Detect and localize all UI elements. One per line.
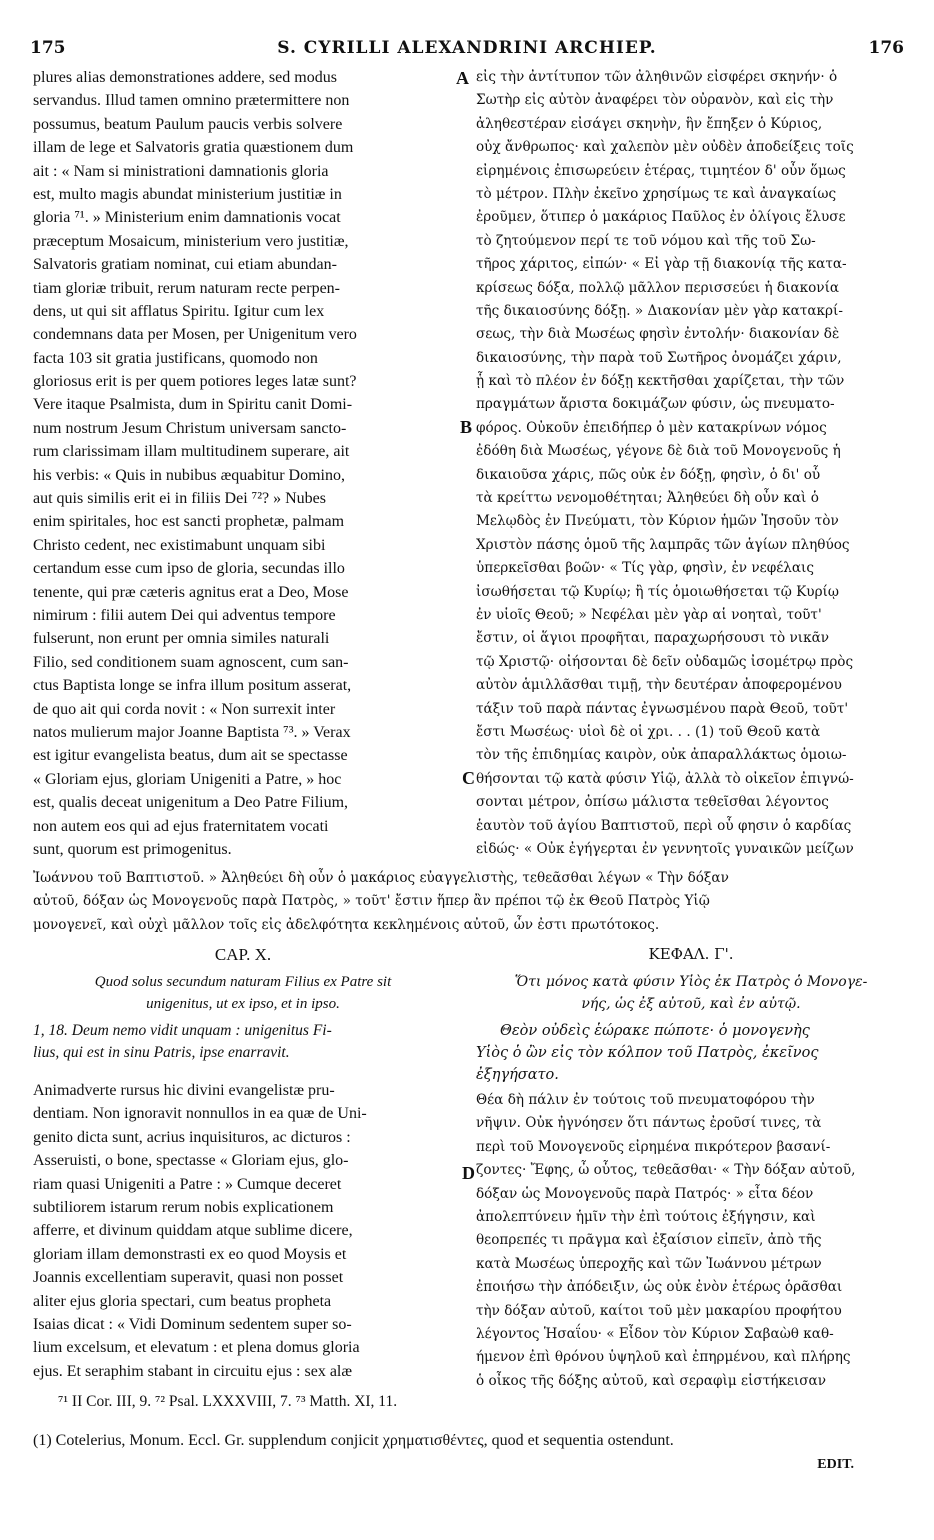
greek-full-line: αὐτοῦ, δόξαν ὡς Μονογενοῦς παρὰ Πατρὸς, » τοῦτ' ἔστιν ἥπερ ἂν πρέποι τῷ ἐκ Θεοῦ Πατρὸς Υἱῷ xyxy=(33,893,710,910)
latin-line: aut quis similis erit ei in filiis Dei ⁷²? » Nubes xyxy=(33,490,327,508)
latin-line: est igitur evangelista beatus, dum ait se spectasse xyxy=(33,747,348,765)
greek-line: τῆς δικαιοσύνης δόξῃ. » Διακονίαν μὲν γὰρ κατακρί- xyxy=(476,302,843,319)
greek-full-line: μονογενεῖ, καὶ οὐχὶ μᾶλλον τοῖς εἰς ἀδελφότητα κεκλημένοις αὐτοῦ, ὧν ἐστι πρωτότοκος. xyxy=(33,916,660,933)
greek-line: οὐχ ἄνθρωπος· καὶ χαλεπὸν μὲν οὐδὲν ἀποδείξεις τοῖς xyxy=(476,139,854,156)
greek-line: περὶ τοῦ Μονογενοῦς εἰρημένα πικρότερον βασανί- xyxy=(476,1138,831,1155)
greek-line: ᾗ καὶ τὸ πλέον ἐν δόξῃ κεκτῆσθαι χαρίζεται, τὴν τῶν xyxy=(476,373,845,390)
latin-line: dens, ut qui sit afflatus Spiritu. Igitur cum lex xyxy=(33,302,325,320)
latin-line: tiam gloriæ tribuit, rerum naturam recte perpen- xyxy=(33,279,340,297)
greek-line: λέγοντος Ἡσαΐου· « Εἶδον τὸν Κύριον Σαβαὼθ καθ- xyxy=(476,1325,834,1342)
latin-line: de quo ait qui corda novit : « Non surrexit inter xyxy=(33,700,336,718)
latin-line: lium excelsum, et elevatum : et plena domus gloria xyxy=(33,1339,360,1357)
latin-line: plures alias demonstrationes addere, sed modus xyxy=(33,69,337,86)
latin-line: Vere itaque Psalmista, dum in Spiritu canit Domi- xyxy=(33,396,353,414)
latin-column-bottom xyxy=(33,1079,453,1383)
latin-line: tenente, qui præ cæteris agnitus erat a Deo, Mose xyxy=(33,583,349,601)
greek-line: ἐποιήσω τὴν ἀπόδειξιν, ὡς οὐκ ἐνὸν ἑτέρως ὁρᾶσθαι xyxy=(476,1279,843,1296)
greek-line: τῷ Χριστῷ· οἰήσονται δὲ δεῖν οὐδαμῶς ἰσομέτρῳ πρὸς xyxy=(476,653,854,670)
greek-line: ὑπερκεῖσθαι βοῶν· « Τίς γὰρ, φησὶν, ἐν νεφέλαις xyxy=(476,560,814,577)
latin-line: genito dicta sunt, acrius inquisituros, ac dicturos : xyxy=(33,1128,351,1146)
greek-line: σεως, τὴν διὰ Μωσέως φησὶν ἐντολήν· διακονίαν δὲ xyxy=(476,326,840,343)
latin-line: Isaias dicat : « Vidi Dominum sedentem super so- xyxy=(33,1315,352,1333)
greek-line: δικαιοσύνης, τὴν παρὰ τοῦ Σωτῆρος ὀνομάζει χάριν, xyxy=(476,349,842,366)
latin-line: est, multo magis abundat ministerium justitiæ in xyxy=(33,185,342,203)
latin-line: servandus. Illud tamen omnino prætermittere non xyxy=(33,92,350,110)
greek-line: τὴν δόξαν αὐτοῦ, καίτοι τοῦ μὲν μακαρίου προφήτου xyxy=(476,1302,842,1319)
margin-marker-d: D xyxy=(462,1163,475,1183)
latin-line: sunt, quorum est primogenitus. xyxy=(33,840,232,858)
greek-line: ἐδόθη διὰ Μωσέως, γέγονε δὲ διὰ τοῦ Μονογενοῦς ἡ xyxy=(476,443,841,460)
greek-line: Θέα δὴ πάλιν ἐν τούτοις τοῦ πνευματοφόρου τὴν xyxy=(476,1092,815,1108)
latin-line: non autem eos qui ad ejus fraternitatem vocati xyxy=(33,817,329,835)
latin-line: aliter ejus gloria spectari, cum beatus propheta xyxy=(33,1292,332,1310)
greek-line: τάξιν τοῦ παρὰ πάντας ἐγνωσμένου παρὰ Θεοῦ, τοῦτ' xyxy=(476,700,849,717)
latin-line: subtiliorem istarum rerum nobis explicationem xyxy=(33,1198,334,1216)
latin-column-top xyxy=(33,66,453,861)
greek-line: δόξαν ὡς Μονογενοῦς παρὰ Πατρός· » εἶτα δέον xyxy=(476,1185,814,1202)
margin-marker-a: A xyxy=(456,68,469,88)
greek-line: ἀπολεπτύνειν ἡμῖν τὴν ἐπὶ τούτοις ἐξήγησιν, καὶ xyxy=(476,1208,816,1225)
latin-line: dentiam. Non ignoravit nonnullos in ea quæ de Uni- xyxy=(33,1105,367,1123)
margin-marker-c: C xyxy=(462,768,475,788)
greek-line: τῆρος χάριτος, εἰπών· « Εἰ γὰρ τῇ διακονίᾳ τῆς κατα- xyxy=(476,256,847,273)
latin-chapter-heading: CAP. X. xyxy=(214,945,272,964)
latin-line: Asseruisti, o bone, spectasse « Gloriam ejus, glo- xyxy=(33,1152,349,1170)
greek-line: ἐν υἱοῖς Θεοῦ; » Νεφέλαι μὲν γὰρ αἱ νοηταὶ, τοῦτ' xyxy=(476,606,822,623)
latin-line: condemnans data per Mosen, per Unigenitum vero xyxy=(33,326,357,344)
left-page-number: 175 xyxy=(30,38,66,58)
greek-column-bottom xyxy=(476,1089,906,1393)
latin-line: « Gloriam ejus, gloriam Unigeniti a Patre, » hoc xyxy=(33,770,342,788)
latin-line: afferre, et divinum quiddam atque sublime dicere, xyxy=(33,1222,353,1240)
latin-line: præceptum Mosaicum, ministerium vero justitiæ, xyxy=(33,232,349,250)
latin-line: enim spiritales, hoc est sancti prophetæ, palmam xyxy=(33,513,345,531)
latin-verse: 1, 18. Deum nemo vidit unquam : unigenitus Fi- lius, qui est in sinu Patris, ipse enarravit. xyxy=(33,1022,332,1061)
latin-line: his verbis: « Quis in nubibus æquabitur Domino, xyxy=(33,466,345,484)
latin-line: Filio, sed conditionem suam agnoscent, cum san- xyxy=(33,653,349,671)
greek-column-top xyxy=(476,66,906,861)
latin-line: num nostrum Jesum Christum universam sancto- xyxy=(33,419,347,437)
editor-note: (1) Cotelerius, Monum. Eccl. Gr. supplendum conjicit χρηματισθέντες, quod et sequentia ostendunt. xyxy=(33,1432,674,1449)
greek-line: κρίσεως δόξα, πολλῷ μᾶλλον περισσεύει ἡ διακονία xyxy=(476,279,840,296)
latin-line: Joannis excellentiam superavit, quasi non posset xyxy=(33,1269,344,1287)
greek-chapter-title: Ὅτι μόνος κατὰ φύσιν Υἱὸς ἐκ Πατρὸς ὁ Μονογε- νής, ὡς ἐξ αὐτοῦ, καὶ ἐν αὐτῷ. xyxy=(514,974,868,1012)
greek-line: ἔστιν, οἱ ἅγιοι προφῆται, παραχωρήσουσι τὸ νικᾶν xyxy=(476,630,830,647)
latin-line: gloria ⁷¹. » Ministerium enim damnationis vocat xyxy=(33,209,341,227)
greek-line: κατὰ Μωσέως ὑπεροχῆς καὶ τῶν Ἰωάννου μέτρων xyxy=(476,1255,822,1272)
greek-line: ήμενον ἐπὶ θρόνου ὑψηλοῦ καὶ ἐπηρμένου, καὶ πλήρης xyxy=(476,1349,851,1366)
greek-line: τὸ ζητούμενον περί τε τοῦ νόμου καὶ τῆς τοῦ Σω- xyxy=(476,232,816,249)
greek-line: ἀληθεστέραν εἰσάγει σκηνὴν, ἣν ἔπηξεν ὁ Κύριος, xyxy=(476,115,823,132)
greek-line: εἰδώς· « Οὐκ ἐγήγερται ἐν γεννητοῖς γυναικῶν μείζων xyxy=(476,840,854,857)
latin-line: certandum esse cum ipso de gloria, secundas illo xyxy=(33,560,345,578)
greek-line: δικαιοῦσα χάρις, πῶς οὐκ ἐν δόξῃ, φησὶν, ὁ δι' οὗ xyxy=(476,466,821,483)
greek-line: τὸν τῆς ἐπιδημίας καιρὸν, οὐκ ἀπαραλλάκτως ὁμοιω- xyxy=(476,747,847,764)
latin-line: ait : « Nam si ministrationi damnationis gloria xyxy=(33,162,329,180)
latin-line: facta 103 sit gratia justificans, quomodo non xyxy=(33,349,318,367)
greek-line: αὐτὸν ἁμιλλᾶσθαι τιμῇ, τὴν δευτέραν ἀποφερομένου xyxy=(476,677,842,694)
latin-line: rum clarissimam illam multitudinem superare, ait xyxy=(33,443,350,461)
greek-verse: Θεὸν οὐδεὶς ἑώρακε πώποτε· ὁ μονογενὴς Υἱὸς ὁ ὢν εἰς τὸν κόλπον τοῦ Πατρὸς, ἐκεῖνος ἐξηγήσατο. xyxy=(476,1023,819,1083)
greek-line: ἐροῦμεν, ὅτιπερ ὁ μακάριος Παῦλος ἐν ὀλίγοις ἔλυσε xyxy=(476,209,846,226)
greek-full-line: Ἰωάννου τοῦ Βαπτιστοῦ. » Ἀληθεύει δὴ οὖν ὁ μακάριος εὐαγγελιστὴς, τεθεᾶσθαι λέγων « Τὴν δόξαν xyxy=(33,870,729,886)
greek-line: ζοντες· Ἔφης, ὦ οὗτος, τεθεᾶσθαι· « Τὴν δόξαν αὐτοῦ, xyxy=(476,1162,856,1179)
latin-line: Animadverte rursus hic divini evangelistæ pru- xyxy=(33,1082,335,1099)
latin-line: illam de lege et Salvatoris gratia quæstionem dum xyxy=(33,139,354,157)
latin-line: Christo cedent, nec existimabunt unquam sibi xyxy=(33,536,326,554)
greek-line: ἰσωθήσεται τῷ Κυρίῳ; ἢ τίς ὁμοιωθήσεται τῷ Κυρίῳ xyxy=(476,583,839,600)
page-header xyxy=(30,38,904,64)
greek-line: πραγμάτων ἄριστα δοκιμάζων φύσιν, ὡς πνευματο- xyxy=(476,396,835,413)
greek-line: Σωτὴρ εἰς αὐτὸν ἀναφέρει τὸν οὐρανὸν, καὶ εἰς τὴν xyxy=(476,92,834,109)
margin-marker-b: B xyxy=(460,417,473,437)
greek-line: ἑαυτὸν τοῦ ἁγίου Βαπτιστοῦ, περὶ οὗ φησιν ὁ καρδίας xyxy=(476,817,852,834)
greek-line: φόρος. Οὐκοῦν ἐπειδήπερ ὁ μὲν κατακρίνων νόμος xyxy=(476,419,827,436)
greek-line: Μελῳδὸς ἐν Πνεύματι, τὸν Κύριον ἡμῶν Ἰησοῦν τὸν xyxy=(476,513,839,530)
greek-line: ἔστι Μωσέως· υἱοὶ δὲ οἱ χρι. . . (1) τοῦ Θεοῦ κατὰ xyxy=(476,723,821,740)
latin-chapter-title: Quod solus secundum naturam Filius ex Patre sit unigenitus, ut ex ipso, et in ipso. xyxy=(94,974,392,1012)
latin-line: est, qualis deceat unigenitum a Deo Patre Filium, xyxy=(33,794,349,812)
greek-line: νῆψιν. Οὐκ ἠγνόησεν ὅτι πάντως ἐροῦσί τινες, τὰ xyxy=(476,1115,822,1132)
latin-line: possumus, beatum Paulum paucis verbis solvere xyxy=(33,115,343,133)
latin-line: ctus Baptista longe se infra illum positum asserat, xyxy=(33,677,352,695)
latin-line: gloriam illam demonstrasti ex eo quod Moysis et xyxy=(33,1245,347,1263)
greek-full-width-lines xyxy=(33,867,907,937)
footnote-references: ⁷¹ II Cor. III, 9. ⁷² Psal. LXXXVIII, 7. ⁷³ Matth. XI, 11. xyxy=(58,1393,398,1410)
latin-line: gloriosus erit is per quem potiores leges latæ sunt? xyxy=(33,373,357,391)
editor-signature: EDIT. xyxy=(817,1457,854,1472)
right-page-number: 176 xyxy=(868,38,904,58)
latin-line: natos mulierum major Joanne Baptista ⁷³. » Verax xyxy=(33,723,351,741)
latin-line: ejus. Et seraphim stabant in circuitu ejus : sex alæ xyxy=(33,1362,353,1380)
greek-line: εἰρημένοις ἐπισωρεύειν ἑτέρας, τιμητέον δ' οὖν ὅμως xyxy=(476,162,846,179)
greek-line: σονται μέτρον, ὀπίσω μάλιστα τεθεῖσθαι λέγοντος xyxy=(476,794,829,811)
greek-line: ὁ οἶκος τῆς δόξης αὐτοῦ, καὶ σεραφὶμ εἱστήκεισαν xyxy=(476,1372,826,1389)
greek-line: Χριστὸν πάσης ὁμοῦ τῆς λαμπρᾶς τῶν ἁγίων πληθύος xyxy=(476,536,850,553)
greek-chapter-heading: ΚΕΦΑΛ. Γ'. xyxy=(648,945,734,963)
greek-line: τὸ μέτρον. Πλὴν ἐκεῖνο χρησίμως τε καὶ ἀναγκαίως xyxy=(476,185,837,202)
latin-line: Salvatoris gratiam nominat, cui etiam abundan- xyxy=(33,256,337,274)
greek-line: θήσονται τῷ κατὰ φύσιν Υἱῷ, ἀλλὰ τὸ οἰκεῖον ἐπιγνώ- xyxy=(476,770,854,787)
greek-line: εἰς τὴν ἀντίτυπον τῶν ἀληθινῶν εἰσφέρει σκηνήν· ὁ xyxy=(476,69,838,85)
latin-line: riam quasi Unigeniti a Patre : » Cumque deceret xyxy=(33,1175,342,1193)
greek-line: θεοπρεπές τι πρᾶγμα καὶ ἐξαίσιον εἰπεῖν, ἀπὸ τῆς xyxy=(476,1232,822,1249)
running-title: S. CYRILLI ALEXANDRINI ARCHIEP. xyxy=(277,38,657,58)
latin-line: fulserunt, non erunt per omnia similes naturali xyxy=(33,630,330,648)
greek-line: τὰ κρείττω νενομοθέτηται; Ἀληθεύει δὴ οὖν καὶ ὁ xyxy=(476,490,819,507)
latin-line: nimirum : filii autem Dei qui adventus tempore xyxy=(33,606,336,624)
